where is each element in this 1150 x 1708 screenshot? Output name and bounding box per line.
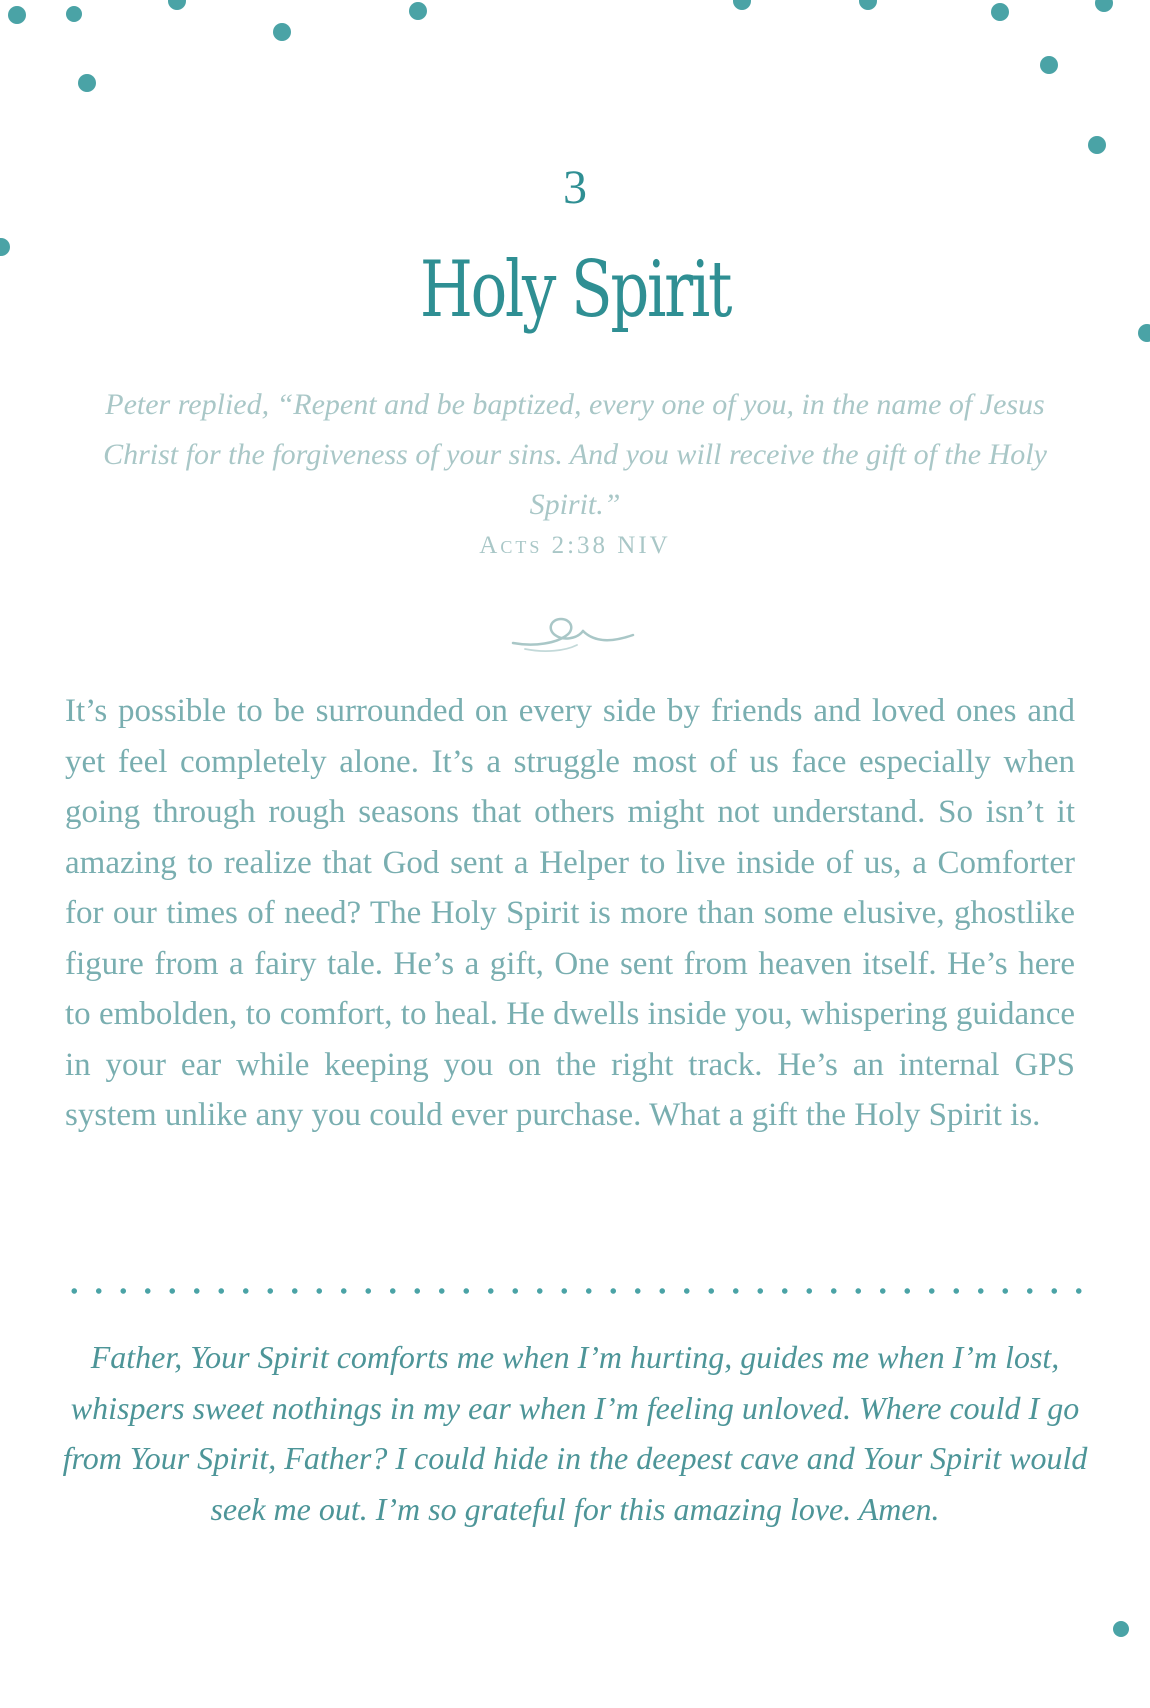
- scripture-verse: Peter replied, “Repent and be baptized, every one of you, in the name of Jesus Christ for the forgiveness of your sins. And you will receive the gift of the Holy Spirit.”: [103, 388, 1047, 521]
- confetti-dot-icon: [991, 3, 1009, 21]
- confetti-dot-icon: [168, 0, 186, 10]
- confetti-dot-icon: [409, 2, 427, 20]
- scripture-reference: Acts 2:38 NIV: [479, 532, 671, 559]
- devotional-body: It’s possible to be surrounded on every side by friends and loved ones and yet feel completely alone. It’s a struggle most of us face especially when going through rough seasons that others might not understand. So isn’t it amazing to realize that God sent a Helper to live inside of us, a Comforter for our times of need? The Holy Spirit is more than some elusive, ghostlike figure from a fairy tale. He’s a gift, One sent from heaven itself. He’s here to embolden, to comfort, to heal. He dwells inside you, whispering guidance in your ear while keeping you on the right track. He’s an internal GPS system unlike any you could ever purchase. What a gift the Holy Spirit is.: [65, 693, 1075, 1133]
- dotted-divider: [62, 1284, 1082, 1298]
- confetti-dot-icon: [1095, 0, 1113, 12]
- prayer-text: Father, Your Spirit comforts me when I’m hurting, guides me when I’m lost, whispers sweet nothings in my ear when I’m feeling unloved. Where could I go from Your Spirit, Father? I could hide in the deepest cave and Your Spirit would seek me out. I’m so grateful for this amazing love. Amen.: [62, 1339, 1088, 1527]
- confetti-dot-icon: [733, 0, 751, 10]
- chapter-number: 3: [563, 161, 587, 214]
- chapter-title: Holy Spirit: [419, 245, 731, 335]
- confetti-dot-icon: [8, 6, 26, 24]
- confetti-dot-icon: [78, 74, 96, 92]
- confetti-dot-icon: [1113, 1621, 1129, 1637]
- confetti-dot-icon: [1138, 324, 1150, 342]
- confetti-dot-icon: [66, 6, 82, 22]
- confetti-dot-icon: [1088, 136, 1106, 154]
- confetti-dot-icon: [273, 23, 291, 41]
- confetti-dot-icon: [0, 238, 10, 256]
- flourish-icon: [505, 605, 640, 660]
- confetti-dot-icon: [1040, 56, 1058, 74]
- confetti-dot-icon: [859, 0, 877, 10]
